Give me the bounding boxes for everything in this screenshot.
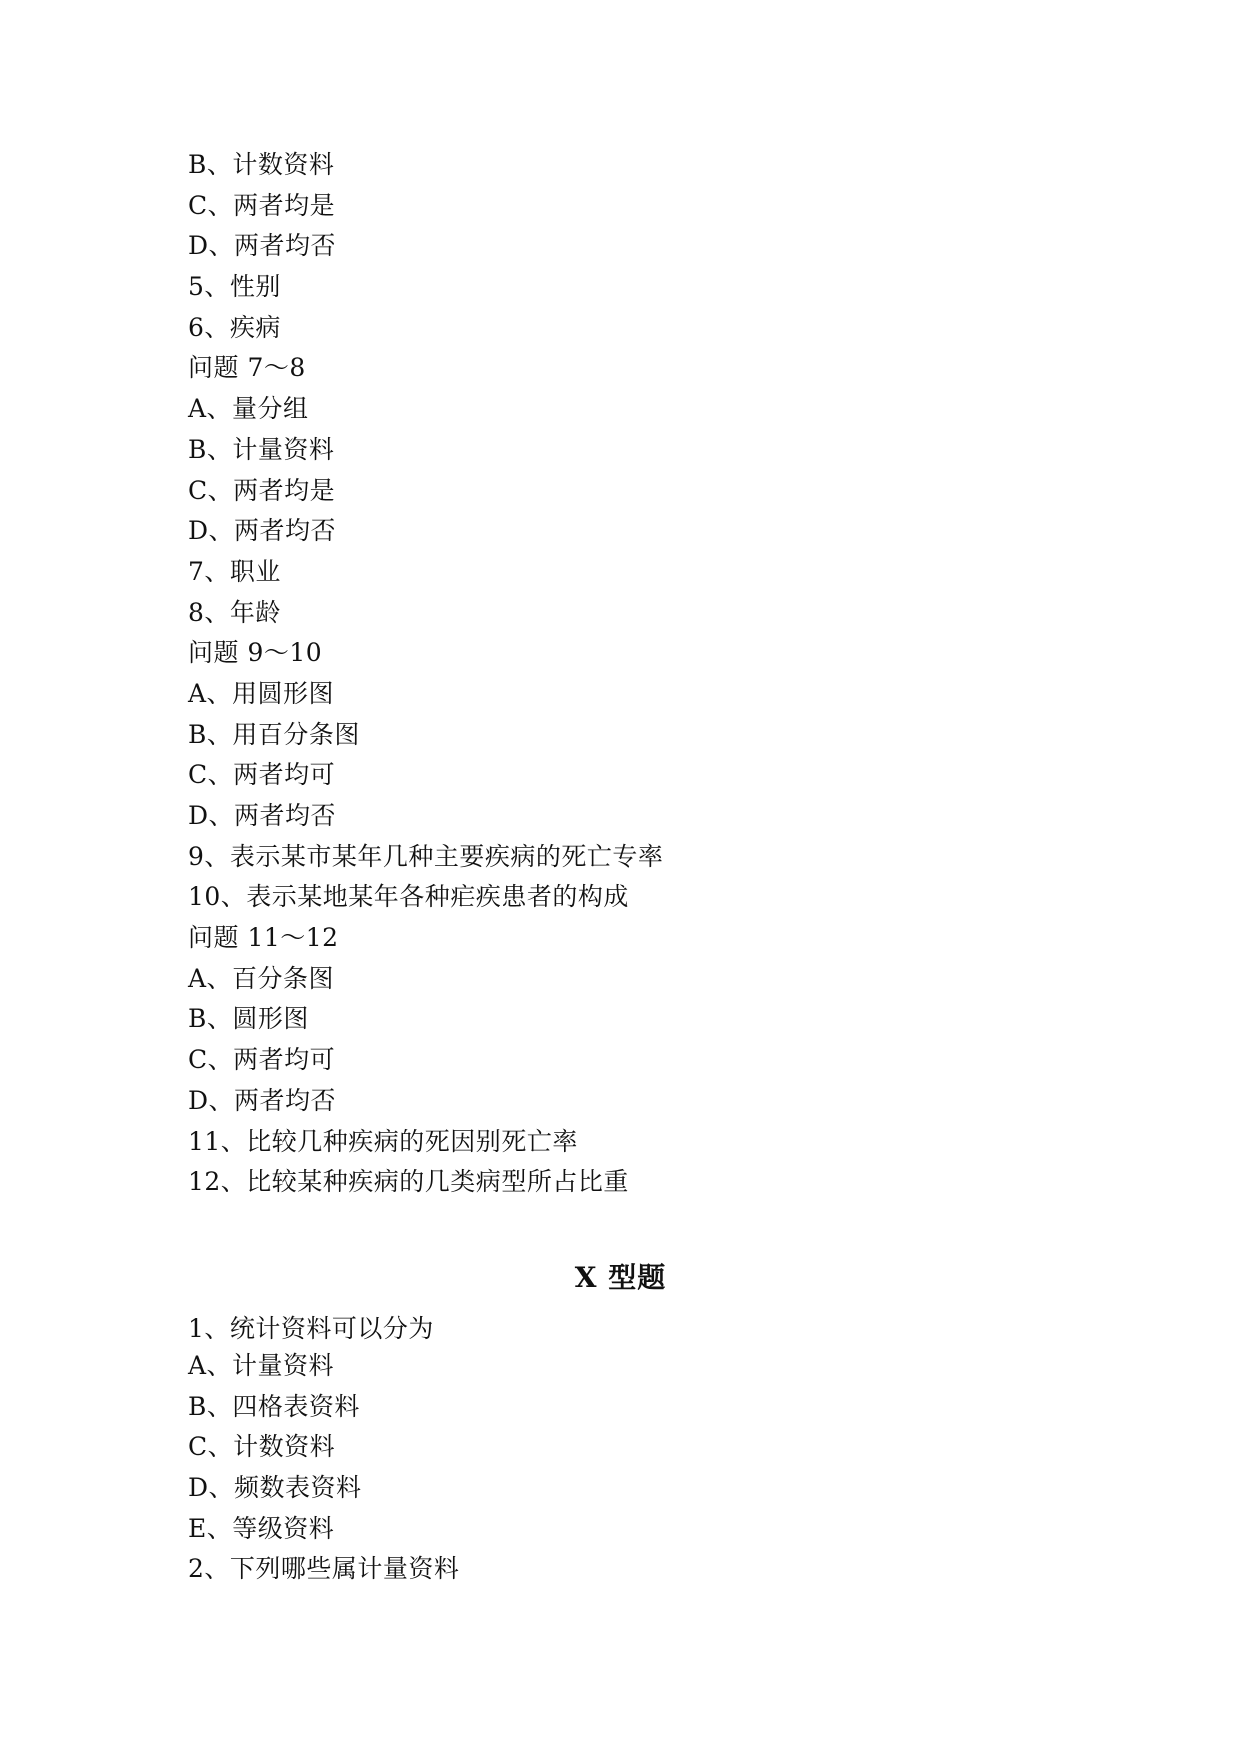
question-group-header: 问题 7～8 <box>188 353 306 383</box>
question-line: 6、疾病 <box>188 312 281 342</box>
question-line: 2、下列哪些属计量资料 <box>188 1554 460 1584</box>
option-line: E、等级资料 <box>188 1513 335 1543</box>
question-line: 1、统计资料可以分为 <box>188 1314 434 1343</box>
option-line: C、两者均是 <box>188 475 336 505</box>
question-line: 8、年龄 <box>188 597 281 627</box>
option-line: A、百分条图 <box>188 963 335 993</box>
option-line: D、两者均否 <box>188 231 337 261</box>
option-line: C、计数资料 <box>188 1432 336 1462</box>
option-line: B、计数资料 <box>188 150 335 179</box>
option-line: D、两者均否 <box>188 516 337 546</box>
option-line: D、两者均否 <box>188 801 337 830</box>
question-group-header: 问题 11～12 <box>188 923 339 953</box>
section-title-x-type: X 型题 <box>574 1261 667 1294</box>
question-block-x-type <box>188 1312 1088 1590</box>
question-line: 7、职业 <box>188 556 281 586</box>
option-line: B、用百分条图 <box>188 719 360 749</box>
option-line: A、计量资料 <box>188 1351 335 1380</box>
question-group-header: 问题 9～10 <box>188 638 323 668</box>
question-line: 11、比较几种疾病的死因别死亡率 <box>188 1126 578 1156</box>
option-line: D、两者均否 <box>188 1085 337 1115</box>
question-line: 12、比较某种疾病的几类病型所占比重 <box>188 1167 629 1197</box>
option-line: D、频数表资料 <box>188 1473 362 1503</box>
question-block-b-type <box>188 145 1088 1203</box>
option-line: C、两者均可 <box>188 760 336 790</box>
option-line: A、量分组 <box>188 394 309 424</box>
option-line: C、两者均是 <box>188 190 336 220</box>
option-line: B、四格表资料 <box>188 1391 360 1421</box>
option-line: C、两者均可 <box>188 1045 336 1075</box>
option-line: B、圆形图 <box>188 1004 309 1034</box>
question-line: 10、表示某地某年各种疟疾患者的构成 <box>188 882 629 912</box>
option-line: A、用圆形图 <box>188 678 335 708</box>
option-line: B、计量资料 <box>188 434 335 464</box>
question-line: 5、性别 <box>188 272 281 302</box>
question-line: 9、表示某市某年几种主要疾病的死亡专率 <box>188 841 664 871</box>
